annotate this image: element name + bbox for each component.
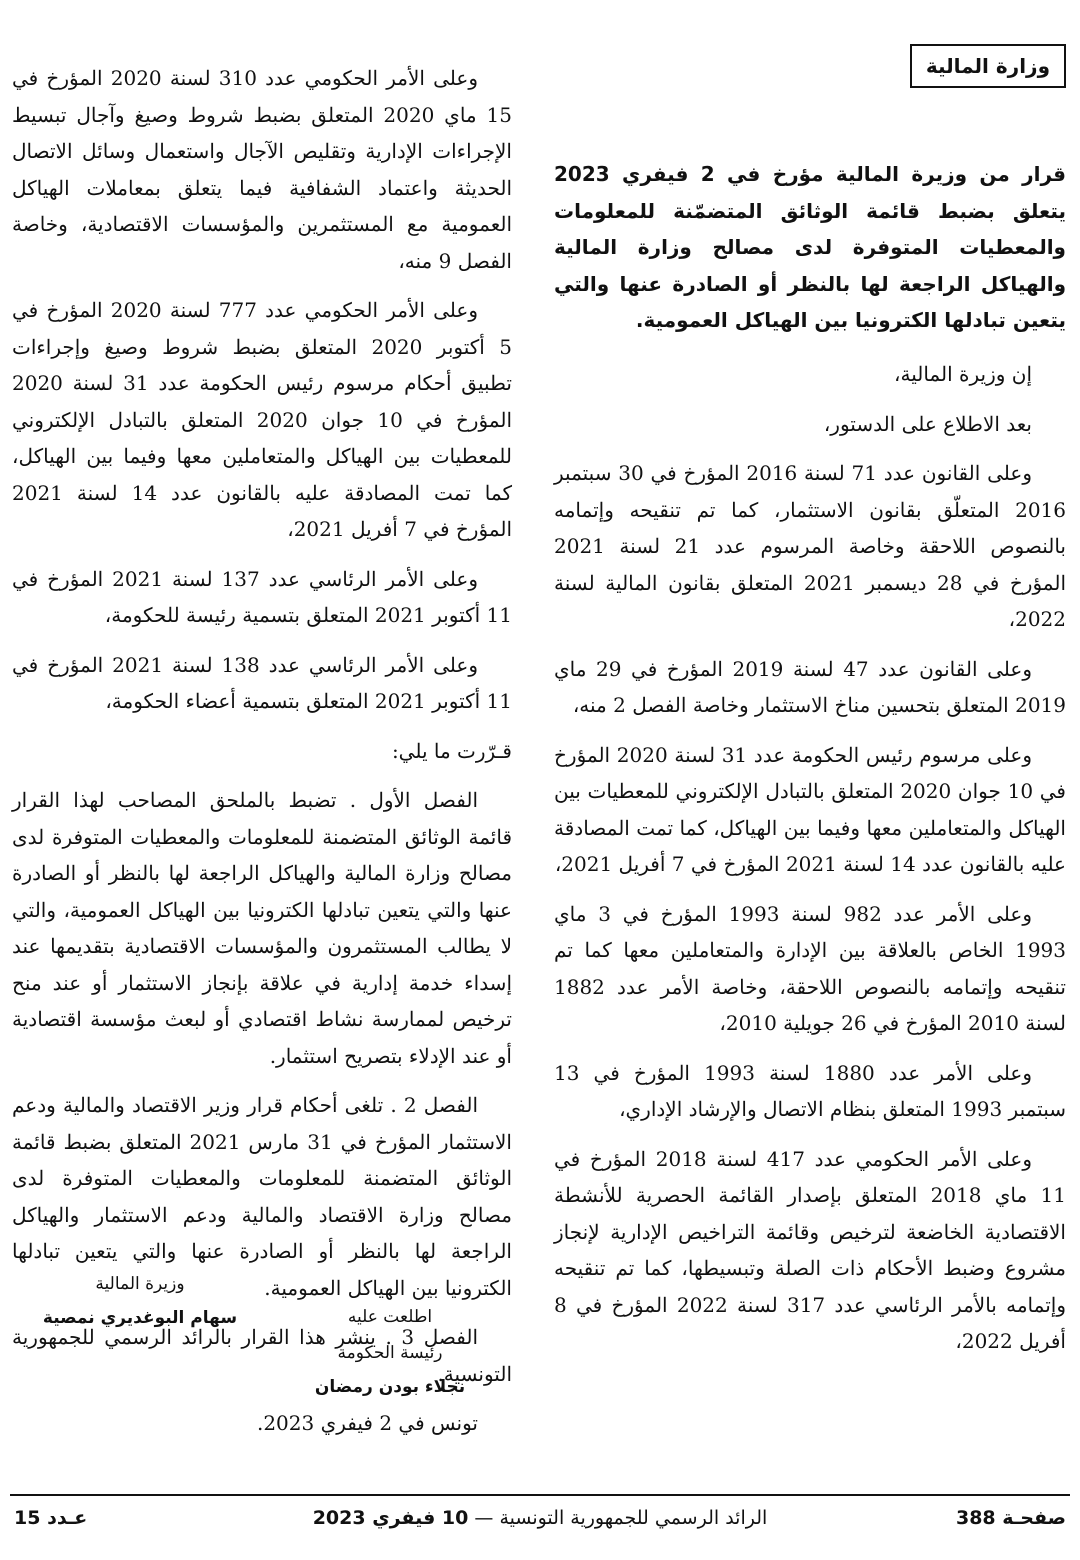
article-1: الفصل الأول . تضبط بالملحق المصاحب لهذا القرار قائمة الوثائق المتضمنة للمعلومات والمعطيات المتوفرة لدى مصالح وزارة المالية والهياكل الراجعة لها بالنظر أو الصادرة عنها والتي يتعين تبادلها الكترونيا بين الهياكل العمومية، والتي لا يطالب المستثمرون والمؤسسات الاقتصادية بتقديمها عند إسداء خدمة إدارية في علاقة بإنجاز الاستثمار أو عند منح ترخيص لممارسة نشاط اقتصادي أو لبعث مؤسسة اقتصادية أو عند الإدلاء بتصريح استثمار. bbox=[12, 788, 512, 1068]
paragraph: وعلى الأمر الرئاسي عدد 138 لسنة 2021 المؤرخ في 11 أكتوبر 2021 المتعلق بتسمية أعضاء الحكومة، bbox=[12, 652, 512, 713]
paragraph: وعلى الأمر عدد 1880 لسنة 1993 المؤرخ في 13 سبتمبر 1993 المتعلق بنظام الاتصال والإرشاد الإداري، bbox=[554, 1060, 1066, 1121]
journal-title bbox=[0, 1504, 1080, 1532]
article-3: الفصل 3 . ينشر هذا القرار بالرائد الرسمي للجمهورية التونسية. bbox=[12, 1325, 512, 1386]
journal-name: الرائد الرسمي للجمهورية التونسية — bbox=[474, 1507, 768, 1529]
place-date: تونس في 2 فيفري 2023. bbox=[256, 1411, 478, 1435]
paragraph: وعلى الأمر الحكومي عدد 777 لسنة 2020 المؤرخ في 5 أكتوبر 2020 المتعلق بضبط شروط وصيغ وإجراءات تطبيق أحكام مرسوم رئيس الحكومة عدد 31 لسنة 2020 المؤرخ في 10 جوان 2020 المتعلق بالتبادل الإلكتروني للمعطيات بين الهياكل والمتعاملين معها وفيما بين الهياكل، كما تمت المصادقة عليه بالقانون عدد 14 لسنة 2021 المؤرخ في 7 أفريل 2021، bbox=[12, 298, 513, 541]
footer-divider bbox=[10, 1494, 1070, 1496]
issue-number: عـدد 15 bbox=[14, 1507, 88, 1529]
paragraph: وعلى مرسوم رئيس الحكومة عدد 31 لسنة 2020 المؤرخ في 10 جوان 2020 المتعلق بالتبادل الإلكتروني للمعطيات بين الهياكل والمتعاملين معها وفيما بين الهياكل، كما تمت المصادقة عليه بالقانون عدد 14 لسنة 2021 المؤرخ في 7 أفريل 2021، bbox=[554, 742, 1066, 876]
page-number: صفحـة 388 bbox=[955, 1507, 1066, 1529]
seen-label: اطلعت عليه bbox=[347, 1307, 433, 1327]
right-column bbox=[554, 356, 1066, 1373]
pm-role: رئيسة الحكومة bbox=[337, 1343, 443, 1363]
minister-name: سهام البوغديري نمصية bbox=[42, 1308, 238, 1328]
decision-heading: قـرّرت ما يلي: bbox=[391, 738, 512, 763]
paragraph: وعلى الأمر الحكومي عدد 310 لسنة 2020 المؤرخ في 15 ماي 2020 المتعلق بضبط شروط وصيغ وآجال تبسيط الإجراءات الإدارية وتقليص الآجال واستعمال وسائل الاتصال الحديثة واعتماد الشفافية فيما يتعلق بمعاملات الهياكل العمومية مع المستثمرين والمؤسسات الاقتصادية، وخاصة الفصل 9 منه، bbox=[12, 66, 512, 273]
left-column bbox=[12, 60, 512, 1455]
paragraph: وعلى القانون عدد 47 لسنة 2019 المؤرخ في 29 ماي 2019 المتعلق بتحسين مناخ الاستثمار وخاصة الفصل 2 منه، bbox=[554, 656, 1066, 717]
minister-role: وزيرة المالية bbox=[95, 1274, 185, 1294]
prime-minister-signature bbox=[290, 1305, 490, 1399]
decree-title: قرار من وزيرة المالية مؤرخ في 2 فيفري 2023 يتعلق بضبط قائمة الوثائق المتضمّنة للمعلومات والمعطيات المتوفرة لدى مصالح وزارة المالية والهياكل الراجعة لها بالنظر أو الصادرة عنها والتي يتعين تبادلها الكترونيا بين الهياكل العمومية. bbox=[554, 162, 1066, 332]
paragraph: وعلى الأمر الرئاسي عدد 137 لسنة 2021 المؤرخ في 11 أكتوبر 2021 المتعلق بتسمية رئيسة للحكومة، bbox=[12, 566, 512, 627]
journal-date: 10 فيفري 2023 bbox=[312, 1507, 469, 1529]
paragraph: بعد الاطلاع على الدستور، bbox=[823, 411, 1032, 436]
paragraph: وعلى الأمر الحكومي عدد 417 لسنة 2018 المؤرخ في 11 ماي 2018 المتعلق بإصدار القائمة الحصرية للأنشطة الاقتصادية الخاضعة لترخيص وقائمة التراخيص الإدارية لإنجاز مشروع وضبط الأحكام ذات الصلة وتبسيطها، كما تم تنقيحه وإتمامه بالأمر الرئاسي عدد 317 لسنة 2022 المؤرخ في 8 أفريل 2022، bbox=[554, 1146, 1066, 1353]
paragraph: وعلى الأمر عدد 982 لسنة 1993 المؤرخ في 3 ماي 1993 الخاص بالعلاقة بين الإدارة والمتعاملين معها كما تم تنقيحه وإتمامه بالنصوص اللاحقة، وخاصة الأمر عدد 1882 لسنة 2010 المؤرخ في 26 جويلية 2010، bbox=[554, 901, 1066, 1035]
pm-name: نجلاء بودن رمضان bbox=[314, 1377, 466, 1397]
paragraph: إن وزيرة المالية، bbox=[894, 362, 1032, 386]
ministry-header-box: وزارة المالية bbox=[910, 44, 1066, 88]
minister-signature bbox=[30, 1272, 250, 1330]
article-2: الفصل 2 . تلغى أحكام قرار وزير الاقتصاد والمالية ودعم الاستثمار المؤرخ في 31 مارس 2021 المتعلق بضبط قائمة الوثائق المتضمنة للمعلومات والمعطيات المتوفرة لدى مصالح وزارة الاقتصاد والمالية ودعم الاستثمار والهياكل الراجعة لها بالنظر أو الصادرة عنها والتي يتعين تبادلها الكترونيا بين الهياكل العمومية. bbox=[12, 1093, 512, 1300]
paragraph: وعلى القانون عدد 71 لسنة 2016 المؤرخ في 30 سبتمبر 2016 المتعلّق بقانون الاستثمار، كما تم تنقيحه وإتمامه بالنصوص اللاحقة وخاصة المرسوم عدد 21 لسنة 2021 المؤرخ في 28 ديسمبر 2021 المتعلق بقانون المالية لسنة 2022، bbox=[554, 461, 1067, 631]
